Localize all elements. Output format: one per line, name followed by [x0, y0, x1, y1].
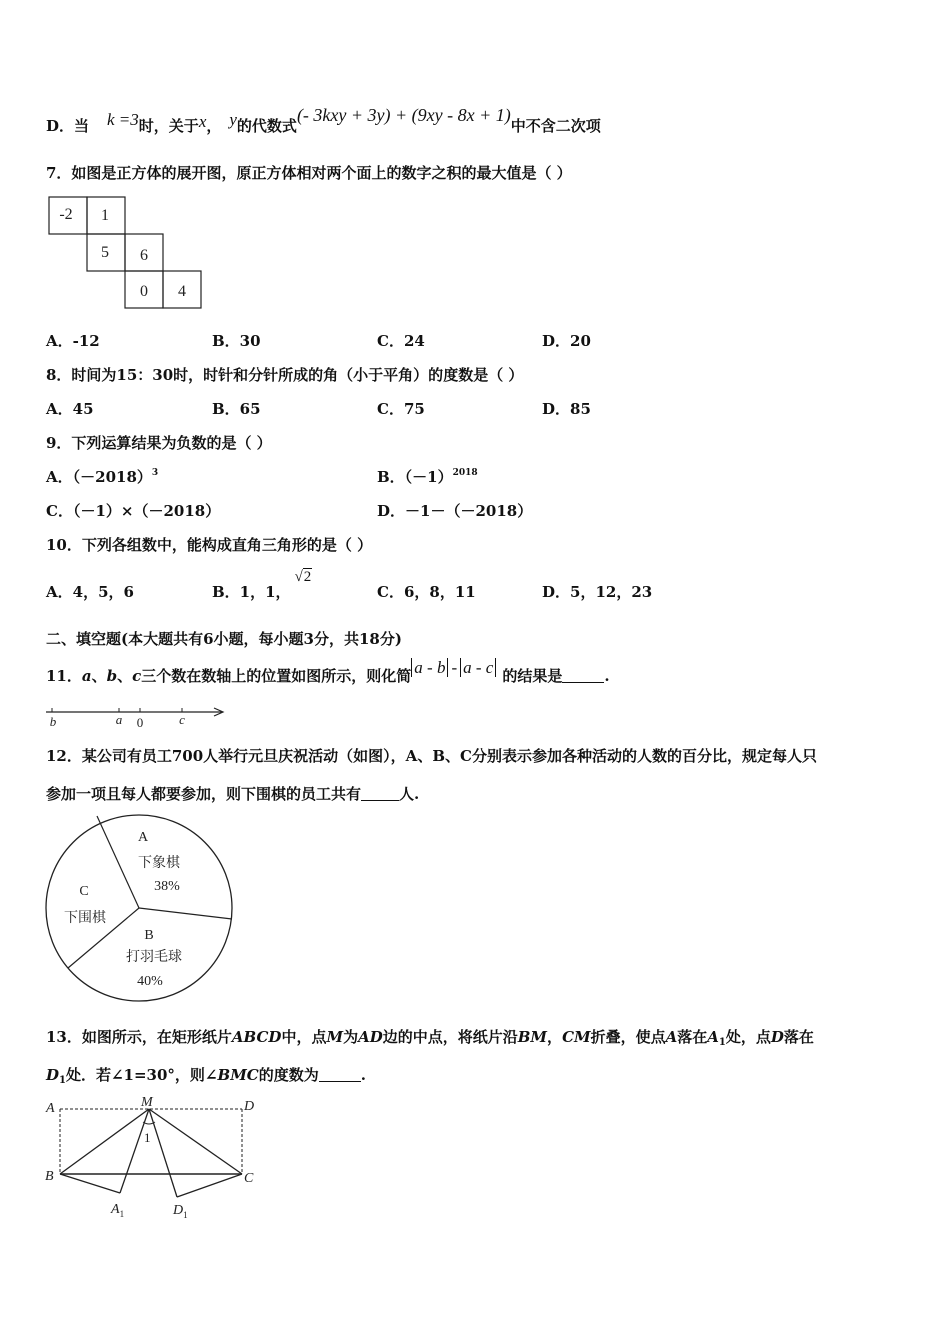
algebraic-expression: (- 3kxy + 3y) + (9xy - 8x + 1)	[296, 105, 511, 125]
number-line-figure	[44, 700, 234, 730]
pie-label-a-letter: A	[137, 830, 149, 845]
pie-label-c-name: 下围棋	[64, 911, 106, 926]
angle-1-label: 1	[144, 1130, 151, 1145]
q6-option-d: D．当 k =3时，关于x， y的代数式(- 3kxy + 3y) + (9xy - 8x + 1)中不含二次项	[46, 105, 601, 135]
q7-stem: 7．如图是正方体的展开图，原正方体相对两个面上的数字之积的最大值是（ ）	[46, 164, 572, 182]
point-d-label: D	[244, 1099, 255, 1114]
cube-net-figure	[45, 195, 265, 315]
pie-label-c-letter: C	[79, 884, 89, 899]
q12-line-2: 参加一项且每人都要参加，则下围棋的员工共有 人.	[46, 785, 420, 803]
net-cell-label: 0	[140, 283, 148, 300]
rectangle-fold-figure	[40, 1092, 270, 1222]
pie-label-a-name: 下象棋	[138, 856, 180, 871]
q8-option-d: D．85	[542, 400, 591, 418]
q7-option-c: C．24	[377, 332, 425, 350]
net-cell-label: 4	[178, 283, 186, 300]
axis-label-zero: 0	[136, 715, 144, 730]
point-a-label: A	[46, 1101, 55, 1116]
q7-option-b: B．30	[212, 332, 261, 350]
pie-divider	[97, 816, 139, 908]
axis-label-c: c	[179, 712, 185, 727]
net-cell-label: 6	[140, 247, 148, 264]
q7-option-d: D．20	[542, 332, 591, 350]
k-equation: k =3	[107, 110, 139, 129]
q9-option-b: B．$(-1)^{2018}$	[377, 468, 478, 486]
pie-chart-figure	[44, 813, 244, 1003]
q9-option-a: A．$(-2018)^3$	[46, 468, 159, 486]
section-heading: 二、填空题(本大题共有6小题，每小题3分，共18分)	[46, 630, 402, 648]
q10-option-c: C．6，8，11	[377, 583, 476, 601]
q9-option-c: C．（－1）×（－2018）	[46, 502, 221, 520]
q10-option-b: B．1，1，√2	[212, 569, 312, 601]
q10-option-d: D．5，12，23	[542, 583, 653, 601]
answer-blank	[319, 1067, 361, 1082]
net-cell-label: 1	[101, 207, 109, 224]
q9-option-d: D．－1－（－2018）	[377, 502, 533, 520]
pie-label-b-percent: 40%	[137, 974, 163, 989]
point-d1-label: $D_1$	[173, 1203, 188, 1220]
q8-option-a: A．45	[46, 400, 94, 418]
pie-label-a-percent: 38%	[154, 879, 180, 894]
point-b-label: B	[45, 1169, 54, 1184]
point-a1-label: $A_1$	[111, 1202, 125, 1219]
abs-a-minus-b: a - b	[411, 658, 448, 677]
net-cell-label: 5	[101, 244, 109, 261]
q10-stem: 10．下列各组数中，能构成直角三角形的是（ ）	[46, 536, 373, 554]
sqrt-expression: √2	[294, 569, 312, 585]
point-m-label: M	[141, 1095, 153, 1110]
q7-option-a: A．-12	[46, 332, 100, 350]
q10-option-a: A．4，5，6	[46, 583, 134, 601]
q8-option-b: B．65	[212, 400, 261, 418]
answer-blank	[361, 786, 399, 801]
pie-label-b-letter: B	[144, 928, 154, 943]
axis-label-b: b	[49, 714, 57, 729]
pie-divider	[139, 908, 232, 919]
axis-label-a: a	[115, 712, 123, 727]
q8-option-c: C．75	[377, 400, 425, 418]
q12-line-1: 12．某公司有员工700人举行元旦庆祝活动（如图），A、B、C分别表示参加各种活动的人数的百分比，规定每人只	[46, 747, 817, 765]
point-c-label: C	[244, 1171, 254, 1186]
q13-line-1: 13．如图所示，在矩形纸片ABCD中，点M为AD边的中点，将纸片沿BM，CM折叠，使点A落在$A_1$处，点D落在	[46, 1028, 814, 1048]
answer-blank	[562, 668, 604, 683]
pie-label-b-name: 打羽毛球	[126, 950, 182, 965]
q9-stem: 9．下列运算结果为负数的是（ ）	[46, 434, 272, 452]
abs-a-minus-c: a - c	[460, 658, 496, 677]
net-cell-label: -2	[59, 206, 73, 223]
q11-stem: 11．a、b、c三个数在数轴上的位置如图所示，则化简 a - b - a - c 的结果是 .	[46, 658, 610, 685]
q13-line-2: $D_1$处．若∠1=30°，则∠BMC的度数为 .	[46, 1066, 366, 1086]
q8-stem: 8．时间为15：30时，时针和分针所成的角（小于平角）的度数是（ ）	[46, 366, 524, 384]
